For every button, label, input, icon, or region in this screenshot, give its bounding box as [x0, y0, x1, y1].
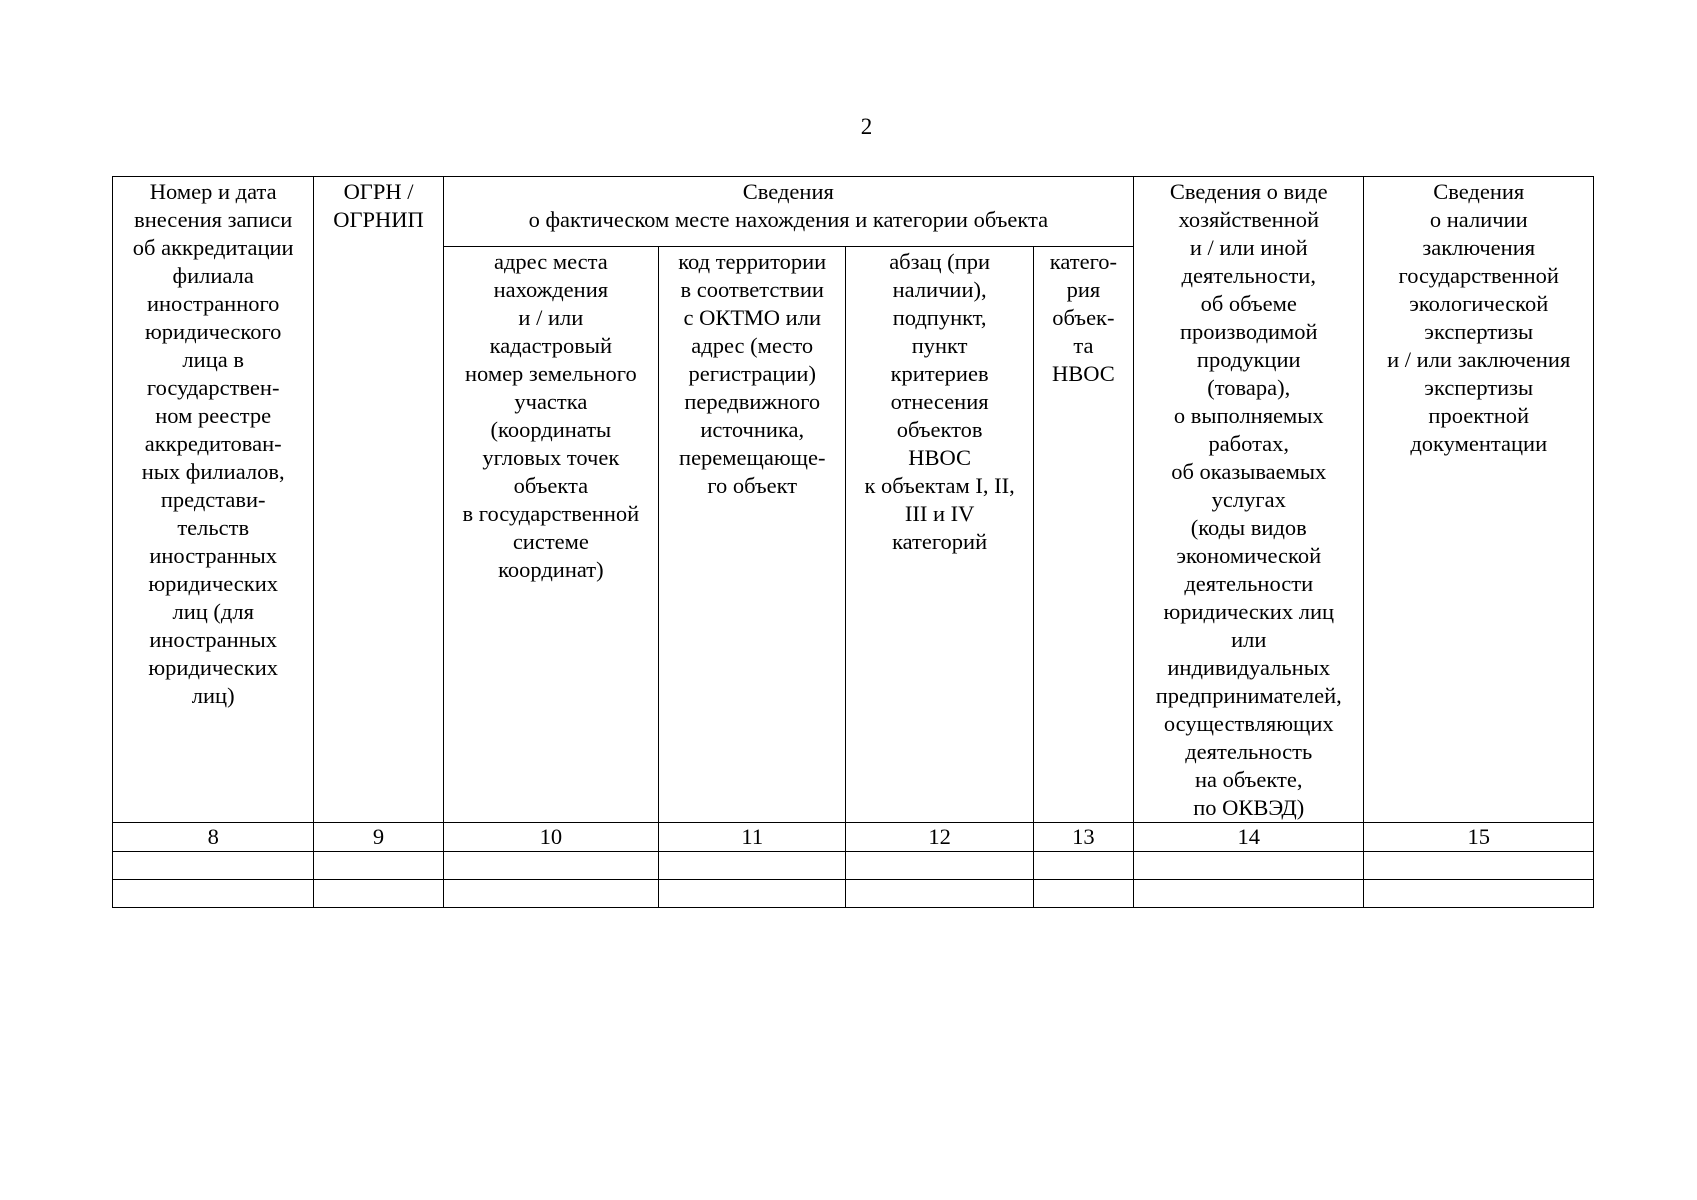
table-cell[interactable] [1033, 880, 1133, 908]
table-cell[interactable] [659, 880, 846, 908]
header-col14: Сведения о виде хозяйственной и / или иной деятельности, об объеме производимой продукции (товара), о выполняемых работах, об оказываемых услугах (коды видов экономической деятельности юридических лиц или индивидуальных предпринимателей, осуществляющих деятельность на объекте, по ОКВЭД) [1134, 177, 1364, 823]
column-number: 13 [1033, 823, 1133, 852]
table-cell[interactable] [659, 852, 846, 880]
registry-table [112, 176, 1594, 908]
header-col10: адрес места нахождения и / или кадастровый номер земельного участка (координаты угловых точек объекта в государственной системе координат) [443, 247, 658, 823]
header-group-location: Сведения о фактическом месте нахождения и категории объекта [443, 177, 1133, 247]
header-col15: Сведения о наличии заключения государственной экологической экспертизы и / или заключения экспертизы проектной документации [1364, 177, 1594, 823]
table-cell[interactable] [846, 852, 1033, 880]
table-cell[interactable] [1364, 852, 1594, 880]
column-number: 12 [846, 823, 1033, 852]
header-row-top [113, 177, 1594, 247]
table-cell[interactable] [1134, 852, 1364, 880]
table-cell[interactable] [846, 880, 1033, 908]
table-cell[interactable] [443, 880, 658, 908]
column-number: 8 [113, 823, 314, 852]
column-number: 15 [1364, 823, 1594, 852]
table-row [113, 880, 1594, 908]
table-cell[interactable] [113, 852, 314, 880]
column-number: 10 [443, 823, 658, 852]
table-cell[interactable] [443, 852, 658, 880]
table-cell[interactable] [1364, 880, 1594, 908]
table-cell[interactable] [113, 880, 314, 908]
header-col11: код территории в соответствии с ОКТМО или адрес (место регистрации) передвижного источника, перемещающе- го объект [659, 247, 846, 823]
header-col9: ОГРН / ОГРНИП [314, 177, 443, 823]
table-cell[interactable] [1033, 852, 1133, 880]
column-number: 14 [1134, 823, 1364, 852]
column-number-row [113, 823, 1594, 852]
column-number: 11 [659, 823, 846, 852]
header-col13: катего- рия объек- та НВОС [1033, 247, 1133, 823]
table-cell[interactable] [314, 852, 443, 880]
table-row [113, 852, 1594, 880]
header-col12: абзац (при наличии), подпункт, пункт критериев отнесения объектов НВОС к объектам I, II, III и IV категорий [846, 247, 1033, 823]
header-col8: Номер и дата внесения записи об аккредитации филиала иностранного юридического лица в государствен- ном реестре аккредитован- ных филиалов, представи- тельств иностранных юридических лиц (для иностранных юридических лиц) [113, 177, 314, 823]
column-number: 9 [314, 823, 443, 852]
page-number: 2 [860, 114, 873, 139]
table-cell[interactable] [1134, 880, 1364, 908]
table-cell[interactable] [314, 880, 443, 908]
